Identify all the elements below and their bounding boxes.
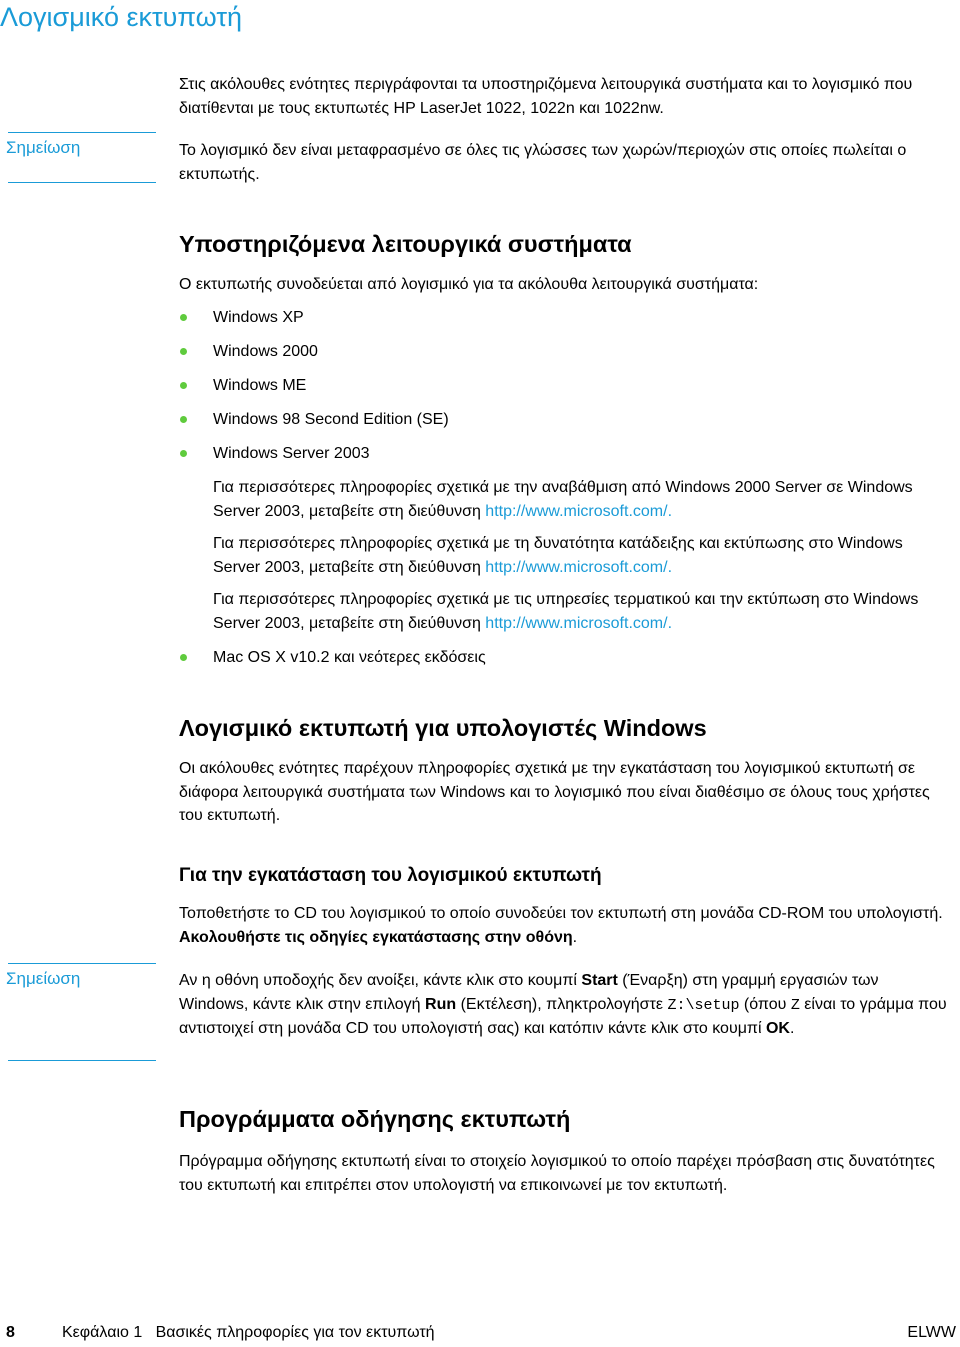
page-footer	[6, 1324, 956, 1346]
note-text: Αν η οθόνη υποδοχής δεν ανοίξει, κάντε κλικ στο κουμπί Start (Έναρξη) στη γραμμή εργασιών των Windows, κάντε κλικ στην επιλογή Run (Εκτέλεση), πληκτρολογήστε Z:\setup (όπου Z είναι το γράμμα που αντιστοιχεί στη μονάδα CD του υπολογιστή σας) και κατόπιν κάντε κλικ στο κουμπί OK.	[179, 972, 947, 1037]
microsoft-link[interactable]: http://www.microsoft.com/.	[485, 614, 673, 632]
footer-chapter: Κεφάλαιο 1 Βασικές πληροφορίες για τον εκτυπωτή	[62, 1324, 435, 1341]
intro-paragraph: Στις ακόλουθες ενότητες περιγράφονται τα υποστηριζόμενα λειτουργικά συστήματα και το λογισμικό που διατίθενται με τους εκτυπωτές HP LaserJet 1022, 1022n και 1022nw.	[179, 76, 913, 117]
page-number: 8	[6, 1324, 15, 1341]
note-label: Σημείωση	[6, 969, 81, 988]
code-drive-letter: Z	[790, 996, 800, 1014]
install-text: Τοποθετήστε το CD του λογισμικού το οποίο συνοδεύει τον εκτυπωτή στη μονάδα CD-ROM του υπολογιστή. Ακολουθήστε τις οδηγίες εγκατάστασης στην οθόνη.	[179, 905, 943, 946]
note-label: Σημείωση	[6, 138, 81, 157]
server-note-paragraph: Για περισσότερες πληροφορίες σχετικά με την αναβάθμιση από Windows 2000 Server σε Windows Server 2003, μεταβείτε στη διεύθυνση http://www.microsoft.com/.	[213, 479, 913, 520]
code-command: Z:\setup	[667, 996, 740, 1014]
printer-drivers-text: Πρόγραμμα οδήγησης εκτυπωτή είναι το στοιχείο λογισμικού το οποίο παρέχει πρόσβαση στις δυνατότητες του εκτυπωτή και επιτρέπει στον υπολογιστή να επικοινωνεί με τον εκτυπωτή.	[179, 1153, 935, 1194]
os-list-item: Windows 2000	[179, 340, 318, 364]
footer-code: ELWW	[907, 1324, 956, 1341]
note-bottom-rule	[8, 1060, 156, 1061]
os-list-item: Mac OS X v10.2 και νεότερες εκδόσεις	[179, 646, 486, 670]
os-list-item: Windows ME	[179, 374, 306, 398]
server-note-paragraph: Για περισσότερες πληροφορίες σχετικά με τις υπηρεσίες τερματικού και την εκτύπωση στο Windows Server 2003, μεταβείτε στη διεύθυνση http://www.microsoft.com/.	[213, 591, 919, 632]
os-list-item: Windows 98 Second Edition (SE)	[179, 408, 449, 432]
section-heading-supported-os: Υποστηριζόμενα λειτουργικά συστήματα	[179, 231, 632, 257]
microsoft-link[interactable]: http://www.microsoft.com/.	[485, 502, 673, 520]
section-heading-windows-software: Λογισμικό εκτυπωτή για υπολογιστές Windows	[179, 715, 707, 741]
chapter-title: Λογισμικό εκτυπωτή	[0, 2, 243, 32]
server-note-paragraph: Για περισσότερες πληροφορίες σχετικά με τη δυνατότητα κατάδειξης και εκτύπωσης στο Windows Server 2003, μεταβείτε στη διεύθυνση http://www.microsoft.com/.	[213, 535, 903, 576]
os-lead-text: Ο εκτυπωτής συνοδεύεται από λογισμικό για τα ακόλουθα λειτουργικά συστήματα:	[179, 276, 759, 293]
os-list-item: Windows XP	[179, 306, 304, 330]
os-list-item: Windows Server 2003	[179, 442, 370, 466]
section-heading-printer-drivers: Προγράμματα οδήγησης εκτυπωτή	[179, 1106, 571, 1132]
note-bottom-rule	[8, 182, 156, 183]
windows-software-text: Οι ακόλουθες ενότητες παρέχουν πληροφορίες σχετικά με την εγκατάσταση του λογισμικού εκτυπωτή σε διάφορα λειτουργικά συστήματα των Windows και το λογισμικό που είναι διαθέσιμο σε όλους τους χρήστες του εκτυπωτή.	[179, 760, 930, 824]
note-text: Το λογισμικό δεν είναι μεταφρασμένο σε όλες τις γλώσσες των χωρών/περιοχών στις οποίες πωλείται ο εκτυπωτής.	[179, 142, 907, 183]
subsection-heading-install: Για την εγκατάσταση του λογισμικού εκτυπωτή	[179, 865, 602, 886]
note-top-rule	[8, 963, 156, 964]
microsoft-link[interactable]: http://www.microsoft.com/.	[485, 558, 673, 576]
note-top-rule	[8, 132, 156, 133]
